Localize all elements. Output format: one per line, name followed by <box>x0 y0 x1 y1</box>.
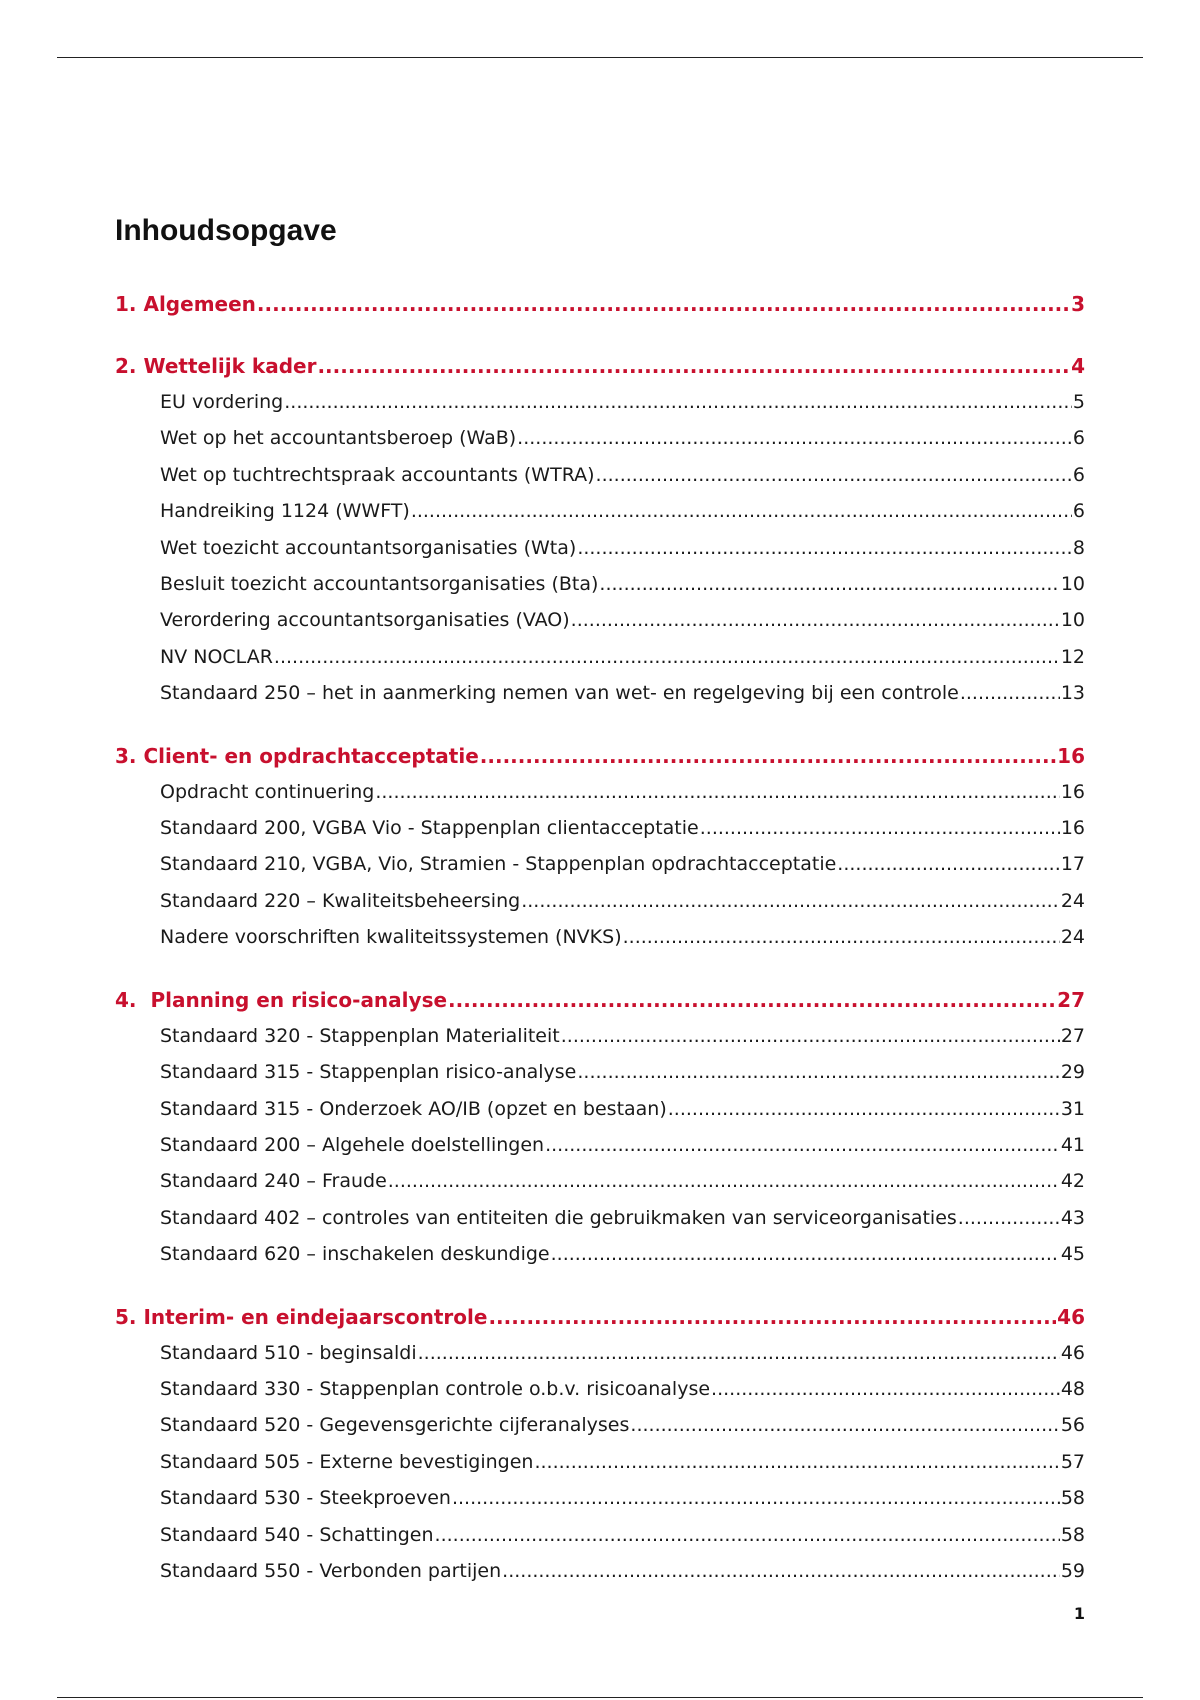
toc-section-page: 4 <box>1071 354 1085 378</box>
page-number: 1 <box>1073 1604 1085 1623</box>
dot-leader <box>534 1444 1059 1480</box>
toc-item-page: 29 <box>1060 1061 1085 1084</box>
dot-leader <box>452 1480 1060 1516</box>
toc-item-page: 10 <box>1060 573 1085 596</box>
toc-section-label: 4. Planning en risico-analyse <box>115 987 448 1012</box>
toc-item[interactable] <box>115 530 1085 566</box>
dot-leader <box>411 493 1072 529</box>
toc-item-page: 41 <box>1060 1133 1085 1156</box>
dot-leader <box>545 1127 1060 1163</box>
toc-item-label: Standaard 402 – controles van entiteiten die gebruikmaken van serviceorganisaties <box>160 1206 957 1229</box>
dot-leader <box>561 1018 1060 1054</box>
toc-item[interactable] <box>115 1091 1085 1127</box>
toc-item[interactable] <box>115 1236 1085 1272</box>
toc-item[interactable] <box>115 420 1085 456</box>
toc-item-label: Standaard 520 - Gegevensgerichte cijferanalyses <box>160 1414 630 1437</box>
toc-item[interactable] <box>115 919 1085 955</box>
toc-item-label: Besluit toezicht accountantsorganisaties (Bta) <box>160 573 599 596</box>
toc-item[interactable] <box>115 1163 1085 1199</box>
dot-leader <box>317 348 1070 384</box>
dot-leader <box>571 602 1060 638</box>
toc-item[interactable] <box>115 384 1085 420</box>
toc-item-label: Standaard 320 - Stappenplan Materialiteit <box>160 1024 560 1047</box>
dot-leader <box>448 982 1056 1018</box>
toc-item[interactable] <box>115 457 1085 493</box>
toc-section-page: 3 <box>1071 292 1085 316</box>
toc-item-label: Verordering accountantsorganisaties (VAO) <box>160 609 570 632</box>
toc-item-page: 6 <box>1072 500 1085 523</box>
toc-item-label: Standaard 200 – Algehele doelstellingen <box>160 1133 545 1156</box>
toc-item[interactable] <box>115 675 1085 711</box>
dot-leader <box>375 774 1059 810</box>
toc-item-page: 43 <box>1060 1206 1085 1229</box>
toc-item-page: 46 <box>1060 1341 1085 1364</box>
toc-item[interactable] <box>115 1200 1085 1236</box>
dot-leader <box>596 457 1072 493</box>
toc-item-page: 13 <box>1060 682 1085 705</box>
toc-item[interactable] <box>115 1127 1085 1163</box>
toc-section-page: 46 <box>1057 1304 1085 1329</box>
table-of-contents <box>115 286 1085 1589</box>
toc-item-label: Opdracht continuering <box>160 780 375 803</box>
toc-item[interactable] <box>115 774 1085 810</box>
toc-item-page: 58 <box>1060 1523 1085 1546</box>
toc-item-page: 42 <box>1060 1170 1085 1193</box>
toc-item[interactable] <box>115 1480 1085 1516</box>
toc-section[interactable] <box>115 982 1085 1018</box>
toc-item[interactable] <box>115 883 1085 919</box>
header-rule <box>57 57 1143 58</box>
dot-leader <box>502 1553 1060 1589</box>
toc-item-label: Wet op het accountantsberoep (WaB) <box>160 427 517 450</box>
toc-item-page: 16 <box>1060 817 1085 840</box>
toc-section-page: 27 <box>1057 987 1085 1012</box>
toc-item-label: Wet op tuchtrechtspraak accountants (WTRA) <box>160 463 595 486</box>
toc-section-label: 2. Wettelijk kader <box>115 354 317 378</box>
toc-item-label: Standaard 330 - Stappenplan controle o.b.v. risicoanalyse <box>160 1377 711 1400</box>
dot-leader <box>668 1091 1060 1127</box>
dot-leader <box>388 1163 1060 1199</box>
dot-leader <box>521 883 1060 919</box>
toc-item-label: Standaard 510 - beginsaldi <box>160 1341 417 1364</box>
toc-section-label: 5. Interim- en eindejaarscontrole <box>115 1304 488 1329</box>
toc-item[interactable] <box>115 639 1085 675</box>
dot-leader <box>577 530 1072 566</box>
dot-leader <box>958 1200 1060 1236</box>
toc-item-page: 6 <box>1072 463 1085 486</box>
dot-leader <box>630 1407 1059 1443</box>
toc-item-page: 48 <box>1060 1377 1085 1400</box>
toc-item[interactable] <box>115 1407 1085 1443</box>
dot-leader <box>274 639 1060 675</box>
toc-section[interactable] <box>115 1299 1085 1335</box>
toc-section[interactable] <box>115 286 1085 322</box>
dot-leader <box>418 1335 1060 1371</box>
footer-rule <box>57 1697 1143 1698</box>
toc-item-label: Nadere voorschriften kwaliteitssystemen (NVKS) <box>160 926 622 949</box>
toc-item-page: 58 <box>1060 1487 1085 1510</box>
dot-leader <box>435 1517 1060 1553</box>
toc-item-label: Standaard 210, VGBA, Vio, Stramien - Stappenplan opdrachtacceptatie <box>160 853 837 876</box>
toc-item-page: 59 <box>1060 1559 1085 1582</box>
toc-item[interactable] <box>115 1054 1085 1090</box>
toc-item[interactable] <box>115 602 1085 638</box>
toc-item-label: NV NOCLAR <box>160 645 273 668</box>
dot-leader <box>517 420 1072 456</box>
toc-item-page: 24 <box>1060 926 1085 949</box>
toc-item[interactable] <box>115 566 1085 602</box>
toc-item[interactable] <box>115 1335 1085 1371</box>
toc-item[interactable] <box>115 810 1085 846</box>
toc-item-label: Standaard 620 – inschakelen deskundige <box>160 1243 550 1266</box>
dot-leader <box>599 566 1059 602</box>
dot-leader <box>284 384 1072 420</box>
toc-title: Inhoudsopgave <box>115 214 337 247</box>
dot-leader <box>837 846 1060 882</box>
toc-item-label: Standaard 315 - Stappenplan risico-analyse <box>160 1061 577 1084</box>
toc-item-label: Handreiking 1124 (WWFT) <box>160 500 410 523</box>
dot-leader <box>480 738 1056 774</box>
toc-item-page: 12 <box>1060 645 1085 668</box>
toc-item-label: Standaard 550 - Verbonden partijen <box>160 1559 502 1582</box>
dot-leader <box>551 1236 1060 1272</box>
toc-item-label: EU vordering <box>160 391 284 413</box>
toc-item-label: Standaard 530 - Steekproeven <box>160 1487 451 1510</box>
toc-item-page: 45 <box>1060 1243 1085 1266</box>
toc-item-label: Standaard 220 – Kwaliteitsbeheersing <box>160 889 521 912</box>
toc-item-label: Standaard 240 – Fraude <box>160 1170 387 1193</box>
dot-leader <box>257 286 1070 322</box>
toc-item-page: 5 <box>1072 391 1085 413</box>
toc-item[interactable] <box>115 493 1085 529</box>
dot-leader <box>700 810 1060 846</box>
toc-item-label: Standaard 200, VGBA Vio - Stappenplan clientacceptatie <box>160 817 699 840</box>
toc-section-page: 16 <box>1057 743 1085 768</box>
toc-item-page: 56 <box>1060 1414 1085 1437</box>
toc-item[interactable] <box>115 1018 1085 1054</box>
toc-item-label: Standaard 505 - Externe bevestigingen <box>160 1450 534 1473</box>
toc-item-page: 27 <box>1060 1024 1085 1047</box>
toc-item-page: 8 <box>1072 536 1085 559</box>
toc-item[interactable] <box>115 1444 1085 1480</box>
toc-item[interactable] <box>115 1371 1085 1407</box>
toc-item-page: 31 <box>1060 1097 1085 1120</box>
toc-item-label: Standaard 315 - Onderzoek AO/IB (opzet en bestaan) <box>160 1097 667 1120</box>
toc-section[interactable] <box>115 738 1085 774</box>
toc-section[interactable] <box>115 348 1085 384</box>
toc-section-label: 3. Client- en opdrachtacceptatie <box>115 743 479 768</box>
dot-leader <box>960 675 1060 711</box>
toc-item[interactable] <box>115 1517 1085 1553</box>
toc-item-page: 6 <box>1072 427 1085 450</box>
toc-section-label: 1. Algemeen <box>115 292 256 316</box>
toc-item-page: 57 <box>1060 1450 1085 1473</box>
dot-leader <box>623 919 1060 955</box>
toc-item[interactable] <box>115 846 1085 882</box>
toc-item-label: Standaard 250 – het in aanmerking nemen van wet- en regelgeving bij een controle <box>160 682 959 705</box>
toc-item[interactable] <box>115 1553 1085 1589</box>
dot-leader <box>577 1054 1059 1090</box>
toc-item-label: Standaard 540 - Schattingen <box>160 1523 434 1546</box>
toc-item-page: 24 <box>1060 889 1085 912</box>
toc-item-page: 16 <box>1060 780 1085 803</box>
dot-leader <box>488 1299 1056 1335</box>
toc-item-label: Wet toezicht accountantsorganisaties (Wta) <box>160 536 577 559</box>
dot-leader <box>711 1371 1060 1407</box>
toc-item-page: 10 <box>1060 609 1085 632</box>
toc-item-page: 17 <box>1060 853 1085 876</box>
